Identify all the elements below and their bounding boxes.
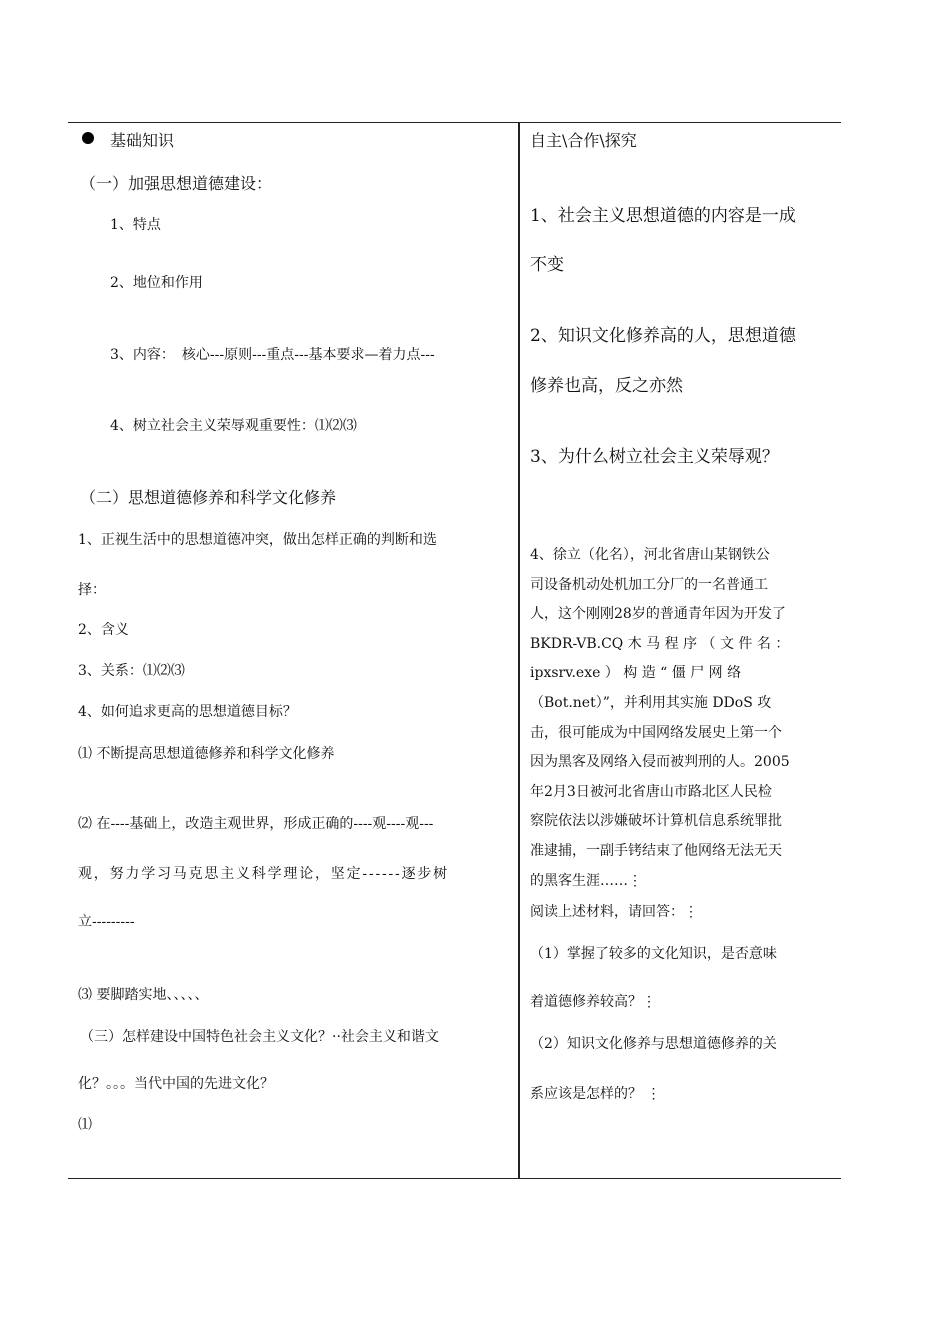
section-3-line1: （三）怎样建设中国特色社会主义文化？··社会主义和谐文	[80, 1029, 439, 1045]
sub-question-1-line1: （1）掌握了较多的文化知识，是否意味	[530, 946, 777, 962]
s2-q1-line2: 择：	[78, 582, 106, 598]
s2-q3: 3、关系：⑴⑵⑶	[78, 663, 185, 679]
case-line: 的黑客生涯……⋮	[530, 872, 642, 889]
sub-question-2-line1: （2）知识文化修养与思想道德修养的关	[530, 1036, 777, 1052]
case-line: 司设备机动处机加工分厂的一名普通工	[530, 576, 768, 593]
s1-item-2: 2、地位和作用	[110, 275, 203, 291]
case-line: 察院依法以涉嫌破坏计算机信息系统罪批	[530, 813, 782, 830]
bullet-icon	[82, 132, 94, 144]
case-line: 击，很可能成为中国网络发展史上第一个	[530, 724, 782, 741]
case-study-text	[530, 541, 830, 896]
section-1-title: （一）加强思想道德建设：	[80, 174, 273, 193]
section-3-line2: 化？。。。当代中国的先进文化？	[78, 1076, 274, 1092]
s1-item-4: 4、树立社会主义荣辱观重要性：⑴⑵⑶	[110, 418, 357, 434]
case-line: （Bot.net）”，并利用其实施 DDoS 攻	[530, 694, 772, 711]
case-line: 4、徐立（化名），河北省唐山某钢铁公	[530, 547, 770, 563]
s2-point-1: ⑴ 不断提高思想道德修养和科学文化修养	[78, 746, 335, 762]
explore-heading: 自主\合作\探究	[530, 131, 637, 150]
read-prompt: 阅读上述材料，请回答：⋮	[530, 904, 698, 920]
right-q3: 3、为什么树立社会主义荣辱观？	[530, 447, 779, 467]
right-q2-line2: 修养也高，反之亦然	[530, 376, 683, 396]
s2-point-2-line2: 观，努力学习马克思主义科学理论，坚定------逐步树	[78, 866, 449, 882]
case-line: 准逮捕，一副手铐结束了他网络无法无天	[530, 842, 782, 859]
right-q1-line1: 1、社会主义思想道德的内容是一成	[530, 206, 796, 226]
s2-q4: 4、如何追求更高的思想道德目标？	[78, 704, 297, 720]
sub-question-2-line2: 系应该是怎样的？ ⋮	[530, 1086, 661, 1102]
case-line: 人，这个刚刚28岁的普通青年因为开发了	[530, 606, 786, 623]
right-q1-line2: 不变	[530, 255, 564, 275]
s2-q1-line1: 1、正视生活中的思想道德冲突，做出怎样正确的判断和选	[78, 532, 437, 548]
sub-question-1-line2: 着道德修养较高？⋮	[530, 994, 656, 1010]
s2-point-2-line1: ⑵ 在----基础上，改造主观世界，形成正确的----观----观---	[78, 816, 434, 832]
s2-point-2-line3: 立---------	[78, 914, 135, 930]
s1-item-1: 1、特点	[110, 217, 161, 233]
s2-point-3: ⑶ 要脚踏实地、、、、、	[78, 987, 209, 1003]
worksheet-table	[68, 122, 841, 1179]
case-line: 年2月3日被河北省唐山市路北区人民检	[530, 783, 772, 800]
case-line: 因为黑客及网络入侵而被判刑的人。2005	[530, 754, 790, 771]
basics-heading: 基础知识	[110, 131, 175, 150]
s3-point-1: ⑴	[78, 1117, 92, 1133]
section-2-title: （二）思想道德修养和科学文化修养	[80, 488, 337, 507]
s2-q2: 2、含义	[78, 622, 129, 638]
case-line: BKDR-VB.CQ 木 马 程 序 （ 文 件 名 ：	[530, 635, 790, 652]
s1-item-3: 3、内容： 核心---原则---重点---基本要求—着力点---	[110, 347, 435, 363]
right-q2-line1: 2、知识文化修养高的人，思想道德	[530, 326, 796, 346]
case-line: ipxsrv.exe ） 构 造 “ 僵 尸 网 络	[530, 665, 742, 682]
column-divider	[518, 123, 520, 1178]
